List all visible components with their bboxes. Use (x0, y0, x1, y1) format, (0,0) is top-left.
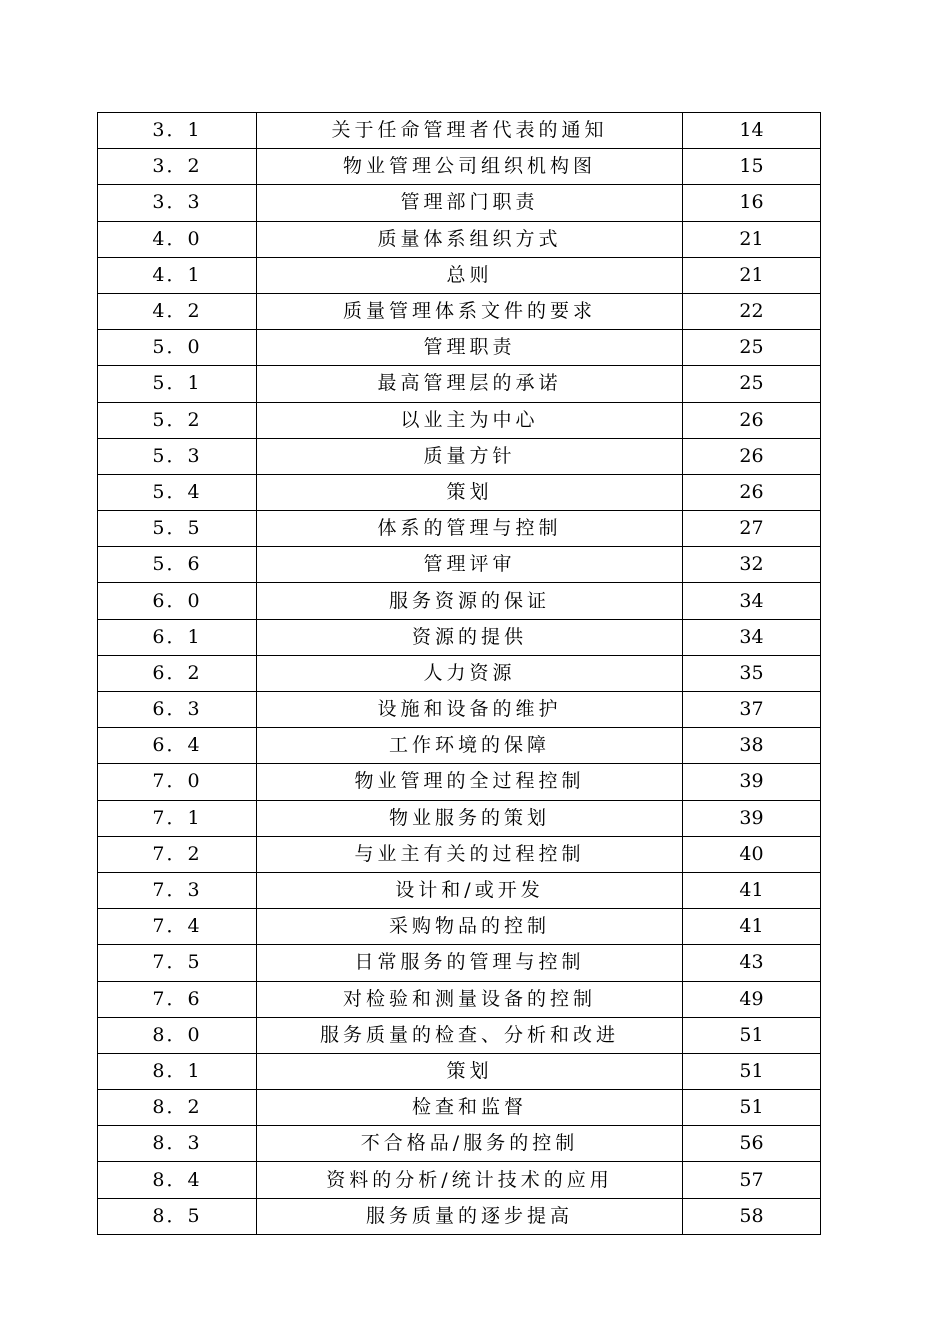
table-row (98, 1017, 821, 1053)
table-row (98, 511, 821, 547)
section-title: 物业管理的全过程控制 (257, 764, 683, 800)
page-number: 25 (683, 366, 821, 402)
page-number: 51 (683, 1017, 821, 1053)
section-title: 管理评审 (257, 547, 683, 583)
section-title: 人力资源 (257, 655, 683, 691)
page-number: 51 (683, 1090, 821, 1126)
section-number: 5．5 (98, 511, 257, 547)
page-number: 58 (683, 1198, 821, 1234)
page-number: 51 (683, 1053, 821, 1089)
section-number: 8．1 (98, 1053, 257, 1089)
page-number: 14 (683, 113, 821, 149)
page-number: 41 (683, 909, 821, 945)
page-number: 57 (683, 1162, 821, 1198)
table-row (98, 474, 821, 510)
page-number: 15 (683, 149, 821, 185)
table-row (98, 547, 821, 583)
section-number: 7．3 (98, 872, 257, 908)
table-row (98, 1198, 821, 1234)
section-title: 对检验和测量设备的控制 (257, 981, 683, 1017)
page-number: 34 (683, 583, 821, 619)
table-row (98, 800, 821, 836)
table-row (98, 1162, 821, 1198)
page-number: 39 (683, 800, 821, 836)
page-number: 43 (683, 945, 821, 981)
table-row (98, 655, 821, 691)
section-number: 3．1 (98, 113, 257, 149)
section-title: 总则 (257, 257, 683, 293)
table-row (98, 692, 821, 728)
page-number: 40 (683, 836, 821, 872)
table-row (98, 185, 821, 221)
section-number: 8．4 (98, 1162, 257, 1198)
section-number: 5．6 (98, 547, 257, 583)
toc-body (98, 113, 821, 1235)
section-number: 6．2 (98, 655, 257, 691)
section-title: 资料的分析/统计技术的应用 (257, 1162, 683, 1198)
table-row (98, 366, 821, 402)
section-number: 5．1 (98, 366, 257, 402)
table-row (98, 438, 821, 474)
section-title: 管理职责 (257, 330, 683, 366)
toc-table (97, 112, 821, 1235)
section-title: 服务资源的保证 (257, 583, 683, 619)
section-number: 6．3 (98, 692, 257, 728)
page-number: 21 (683, 221, 821, 257)
section-title: 质量体系组织方式 (257, 221, 683, 257)
section-title: 服务质量的逐步提高 (257, 1198, 683, 1234)
page-number: 22 (683, 293, 821, 329)
section-number: 3．3 (98, 185, 257, 221)
page-number: 41 (683, 872, 821, 908)
page-number: 26 (683, 474, 821, 510)
page-number: 32 (683, 547, 821, 583)
table-row (98, 402, 821, 438)
table-row (98, 1090, 821, 1126)
page-number: 26 (683, 402, 821, 438)
section-title: 体系的管理与控制 (257, 511, 683, 547)
table-row (98, 872, 821, 908)
section-number: 7．1 (98, 800, 257, 836)
section-number: 5．2 (98, 402, 257, 438)
section-title: 工作环境的保障 (257, 728, 683, 764)
section-title: 策划 (257, 474, 683, 510)
page-number: 56 (683, 1126, 821, 1162)
page-number: 25 (683, 330, 821, 366)
section-number: 6．4 (98, 728, 257, 764)
section-title: 日常服务的管理与控制 (257, 945, 683, 981)
section-number: 5．3 (98, 438, 257, 474)
table-row (98, 583, 821, 619)
page-number: 16 (683, 185, 821, 221)
table-row (98, 257, 821, 293)
section-number: 6．1 (98, 619, 257, 655)
table-row (98, 981, 821, 1017)
page-number: 37 (683, 692, 821, 728)
section-title: 不合格品/服务的控制 (257, 1126, 683, 1162)
page-number: 21 (683, 257, 821, 293)
page-number: 38 (683, 728, 821, 764)
page-number: 26 (683, 438, 821, 474)
page-number: 35 (683, 655, 821, 691)
table-row (98, 1126, 821, 1162)
table-row (98, 945, 821, 981)
section-title: 质量管理体系文件的要求 (257, 293, 683, 329)
page-number: 34 (683, 619, 821, 655)
section-title: 设计和/或开发 (257, 872, 683, 908)
section-title: 管理部门职责 (257, 185, 683, 221)
section-number: 5．0 (98, 330, 257, 366)
section-title: 服务质量的检查、分析和改进 (257, 1017, 683, 1053)
section-title: 策划 (257, 1053, 683, 1089)
table-row (98, 149, 821, 185)
section-title: 物业服务的策划 (257, 800, 683, 836)
section-number: 5．4 (98, 474, 257, 510)
section-title: 关于任命管理者代表的通知 (257, 113, 683, 149)
section-title: 最高管理层的承诺 (257, 366, 683, 402)
section-title: 资源的提供 (257, 619, 683, 655)
section-number: 8．2 (98, 1090, 257, 1126)
table-row (98, 619, 821, 655)
section-number: 4．0 (98, 221, 257, 257)
section-number: 7．6 (98, 981, 257, 1017)
section-number: 8．3 (98, 1126, 257, 1162)
section-title: 物业管理公司组织机构图 (257, 149, 683, 185)
table-row (98, 1053, 821, 1089)
page-number: 49 (683, 981, 821, 1017)
table-row (98, 330, 821, 366)
section-number: 4．1 (98, 257, 257, 293)
section-title: 设施和设备的维护 (257, 692, 683, 728)
section-title: 与业主有关的过程控制 (257, 836, 683, 872)
table-row (98, 909, 821, 945)
table-row (98, 221, 821, 257)
section-number: 4．2 (98, 293, 257, 329)
page-number: 27 (683, 511, 821, 547)
section-number: 7．0 (98, 764, 257, 800)
section-number: 3．2 (98, 149, 257, 185)
section-title: 以业主为中心 (257, 402, 683, 438)
table-row (98, 293, 821, 329)
section-title: 采购物品的控制 (257, 909, 683, 945)
section-number: 8．5 (98, 1198, 257, 1234)
table-row (98, 836, 821, 872)
section-number: 8．0 (98, 1017, 257, 1053)
table-row (98, 728, 821, 764)
table-row (98, 113, 821, 149)
section-number: 7．4 (98, 909, 257, 945)
section-number: 6．0 (98, 583, 257, 619)
section-number: 7．5 (98, 945, 257, 981)
section-title: 检查和监督 (257, 1090, 683, 1126)
page-number: 39 (683, 764, 821, 800)
section-number: 7．2 (98, 836, 257, 872)
table-row (98, 764, 821, 800)
section-title: 质量方针 (257, 438, 683, 474)
